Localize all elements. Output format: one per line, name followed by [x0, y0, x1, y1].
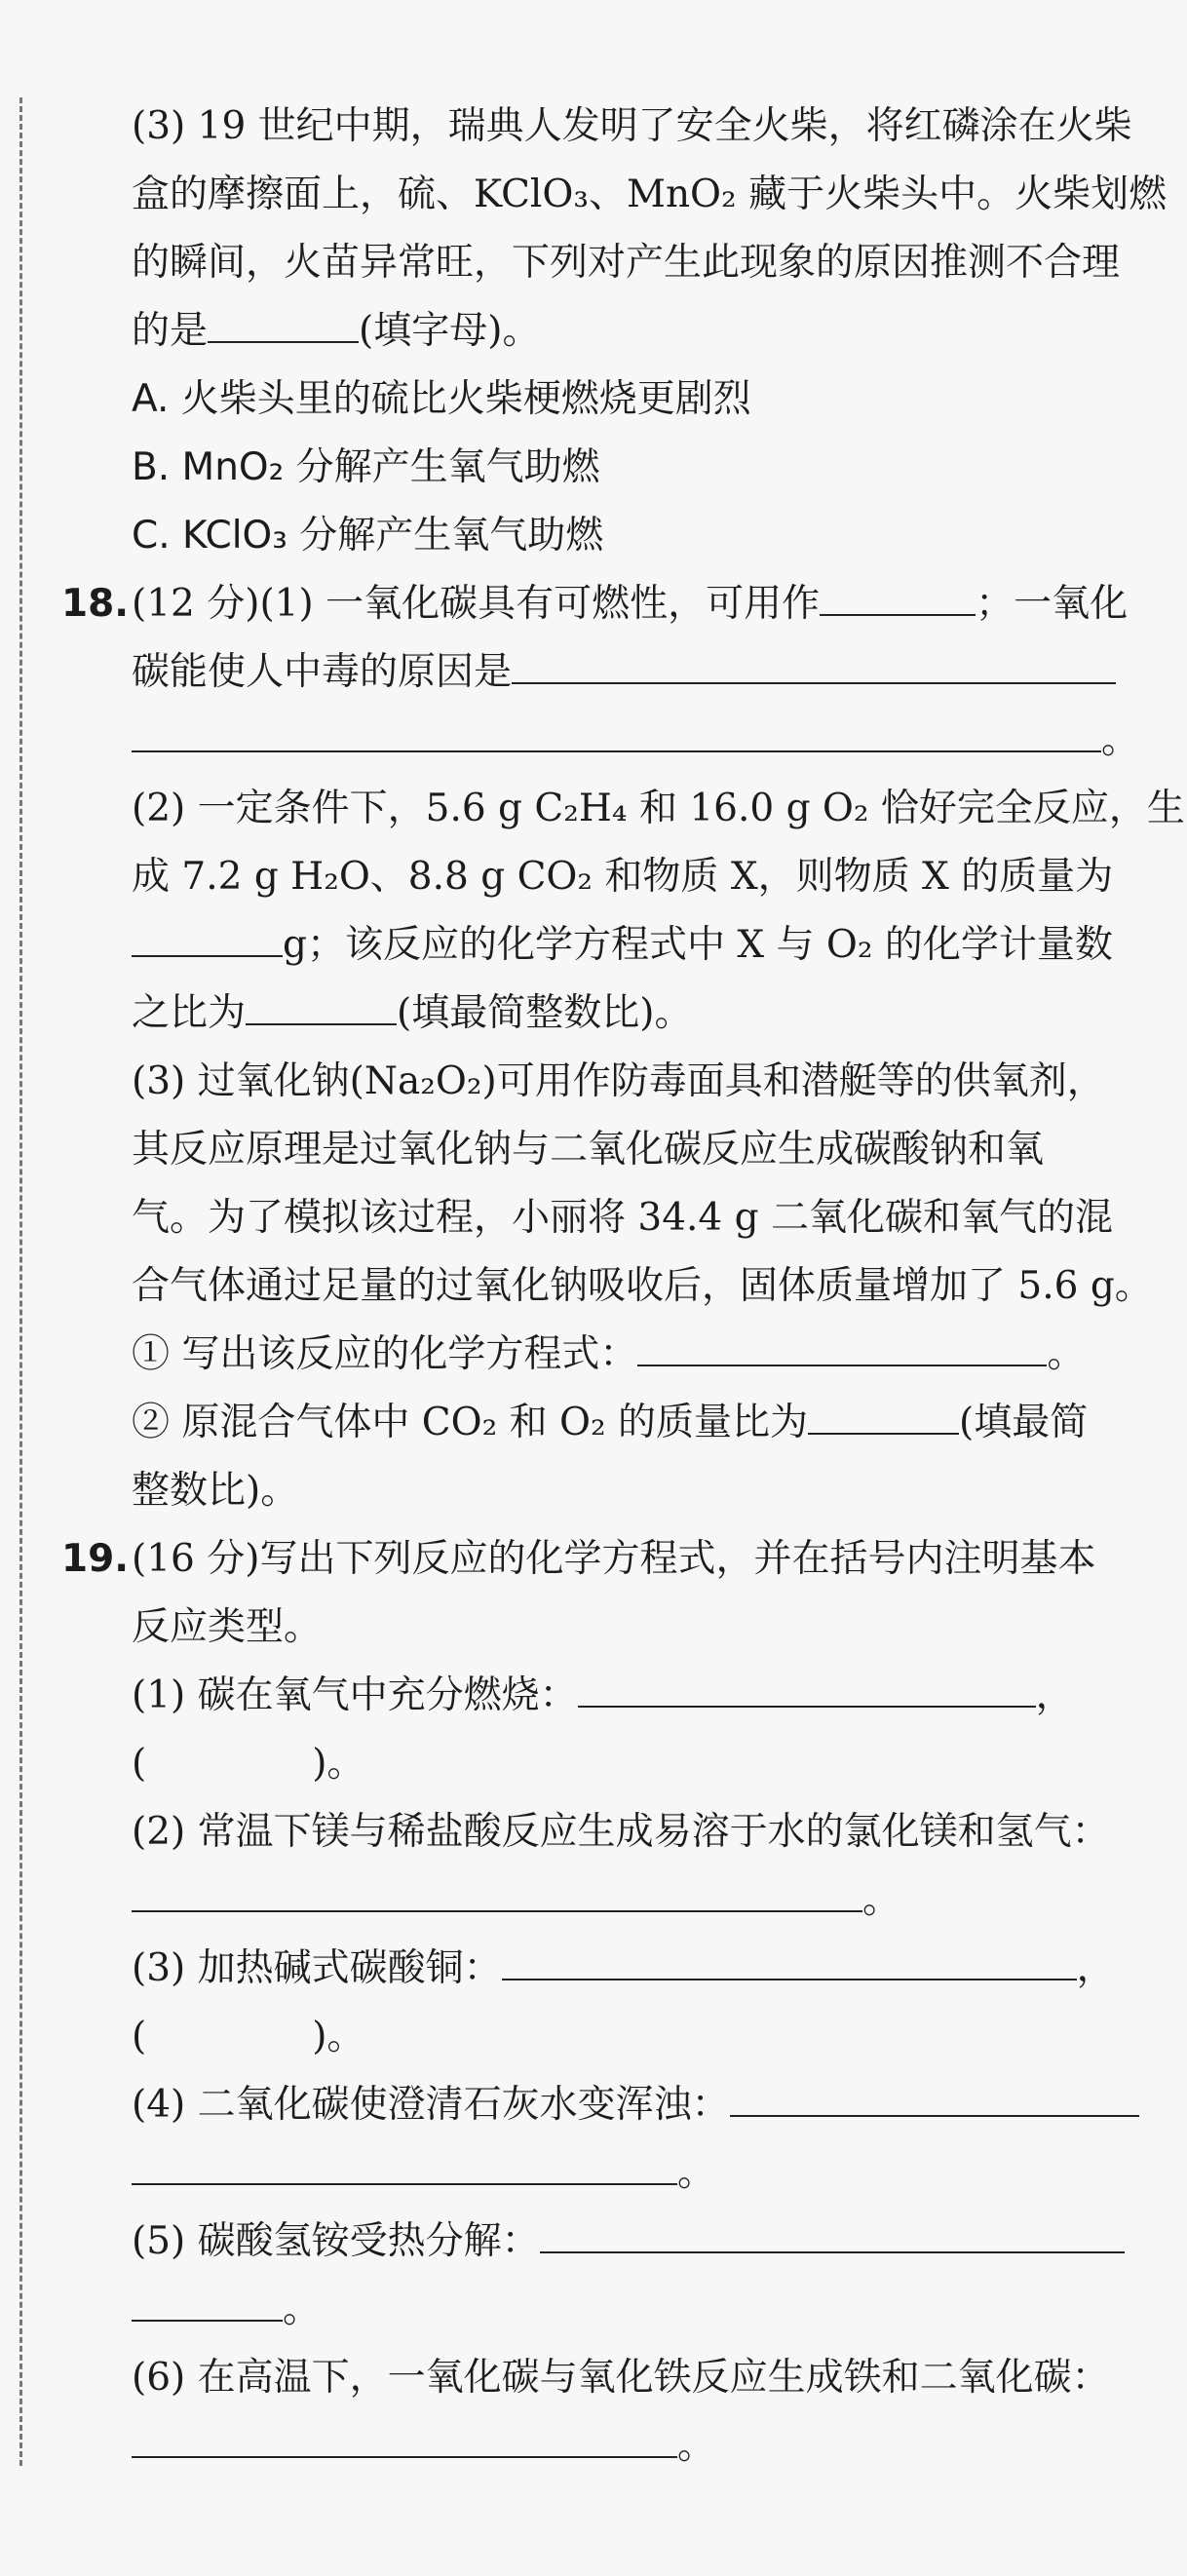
q18-text: 之比为 [132, 991, 247, 1035]
q19-line-6 [132, 1866, 1126, 1935]
q19-text: (3) 加热碱式碳酸铜： [132, 1946, 502, 1990]
q18-line-1 [61, 570, 1129, 638]
q18-line-12 [132, 1321, 1126, 1389]
q18-number: 18. [61, 582, 130, 626]
q19-text: )。 [312, 1742, 365, 1786]
q18-3-equation-blank[interactable] [637, 1326, 1047, 1366]
q19-line-2: 反应类型。 [132, 1605, 323, 1649]
binding-margin-line [19, 97, 22, 2466]
q18-text: (12 分)(1) 一氧化碳具有可燃性，可用作 [132, 582, 821, 626]
q18-1-reason-blank[interactable] [512, 643, 1116, 684]
q19-line-13: (6) 在高温下，一氧化碳与氧化铁反应生成铁和二氧化碳： [132, 2356, 1110, 2400]
q18-text: ② 原混合气体中 CO₂ 和 O₂ 的质量比为 [132, 1401, 809, 1444]
q17-option-b: B. MnO₂ 分解产生氧气助燃 [132, 445, 600, 489]
q17-line-2: 盒的摩擦面上，硫、KClO₃、MnO₂ 藏于火柴头中。火柴划燃 [132, 173, 1168, 216]
q19-text: ， [1035, 1673, 1074, 1717]
q19-2-equation-blank[interactable] [132, 1871, 862, 1912]
q17-text: (填字母)。 [359, 309, 541, 353]
q19-line-9 [132, 2071, 1126, 2139]
q19-text: (1) 碳在氧气中充分燃烧： [132, 1673, 578, 1717]
q19-5-equation-blank-cont[interactable] [132, 2281, 283, 2322]
q18-1-use-blank[interactable] [820, 575, 976, 616]
q18-text: 。 [1101, 718, 1140, 762]
q18-text: (填最简 [959, 1401, 1089, 1444]
q18-text: 。 [1047, 1332, 1086, 1376]
q18-line-7 [132, 980, 1126, 1048]
q18-text: ① 写出该反应的化学方程式： [132, 1332, 638, 1376]
worksheet-content [61, 93, 1185, 2480]
q18-line-8: (3) 过氧化钠(Na₂O₂)可用作防毒面具和潜艇等的供氧剂， [132, 1059, 1105, 1103]
q19-text: (16 分)写出下列反应的化学方程式，并在括号内注明基本 [132, 1537, 1096, 1581]
q19-3-equation-blank[interactable] [502, 1940, 1077, 1980]
q19-line-7 [132, 1935, 1126, 2003]
q18-line-4: (2) 一定条件下，5.6 g C₂H₄ 和 16.0 g O₂ 恰好完全反应，生 [132, 787, 1185, 830]
q19-4-equation-blank[interactable] [730, 2076, 1139, 2117]
q18-line-2 [132, 638, 1126, 707]
q18-line-10: 气。为了模拟该过程，小丽将 34.4 g 二氧化碳和氧气的混 [132, 1196, 1113, 1240]
q19-text: ( [132, 1742, 147, 1786]
q19-line-5: (2) 常温下镁与稀盐酸反应生成易溶于水的氯化镁和氢气： [132, 1810, 1110, 1854]
q17-line-4 [132, 297, 1126, 365]
q19-line-8 [132, 2003, 1126, 2071]
q18-2-mass-blank[interactable] [132, 916, 283, 957]
q18-text: g；该反应的化学方程式中 X 与 O₂ 的化学计量数 [283, 923, 1113, 967]
q19-text: 。 [677, 2151, 716, 2195]
q17-answer-blank[interactable] [208, 302, 359, 343]
q19-text: ( [132, 2015, 147, 2058]
q19-4-equation-blank-cont[interactable] [132, 2144, 677, 2185]
q18-text: 碳能使人中毒的原因是 [132, 650, 513, 694]
q19-6-equation-blank[interactable] [132, 2417, 677, 2458]
q18-text: ；一氧化 [976, 582, 1129, 626]
q18-line-9: 其反应原理是过氧化钠与二氧化碳反应生成碳酸钠和氧 [132, 1128, 1045, 1172]
q17-option-c: C. KClO₃ 分解产生氧气助燃 [132, 514, 604, 557]
q18-3-ratio-blank[interactable] [808, 1394, 959, 1435]
q19-line-14 [132, 2412, 1126, 2480]
q19-text: 。 [283, 2288, 322, 2331]
q18-line-6 [132, 911, 1126, 980]
q18-2-ratio-blank[interactable] [246, 984, 397, 1025]
q18-text: (填最简整数比)。 [397, 991, 693, 1035]
q19-line-12 [132, 2276, 1126, 2344]
q19-line-10 [132, 2139, 1126, 2208]
q19-5-equation-blank[interactable] [540, 2212, 1125, 2253]
q18-line-3 [132, 707, 1140, 775]
q19-line-3 [132, 1662, 1126, 1730]
q19-line-4 [132, 1730, 1126, 1798]
q19-1-equation-blank[interactable] [578, 1667, 1036, 1708]
q19-text: (5) 碳酸氢铵受热分解： [132, 2219, 540, 2263]
q19-text: ， [1076, 1946, 1115, 1990]
q19-text: 。 [862, 1878, 901, 1922]
q18-line-11: 合气体通过足量的过氧化钠吸收后，固体质量增加了 5.6 g。 [132, 1264, 1153, 1308]
q19-line-1 [61, 1525, 1126, 1594]
q17-text: 的是 [132, 309, 209, 353]
q17-line-3: 的瞬间，火苗异常旺，下列对产生此现象的原因推测不合理 [132, 241, 1121, 285]
q19-line-11 [132, 2208, 1126, 2276]
q17-option-a: A. 火柴头里的硫比火柴梗燃烧更剧烈 [132, 377, 751, 421]
q18-line-5: 成 7.2 g H₂O、8.8 g CO₂ 和物质 X，则物质 X 的质量为 [132, 855, 1114, 899]
q19-number: 19. [61, 1537, 130, 1581]
q19-text: 。 [677, 2424, 716, 2468]
q18-1-reason-blank-cont[interactable] [132, 711, 1101, 752]
q19-text: (4) 二氧化碳使澄清石灰水变浑浊： [132, 2083, 730, 2127]
q19-text: )。 [312, 2015, 365, 2058]
q18-line-14: 整数比)。 [132, 1469, 299, 1513]
q18-line-13 [132, 1389, 1126, 1457]
q17-line-1: (3) 19 世纪中期，瑞典人发明了安全火柴，将红磷涂在火柴 [132, 104, 1132, 148]
